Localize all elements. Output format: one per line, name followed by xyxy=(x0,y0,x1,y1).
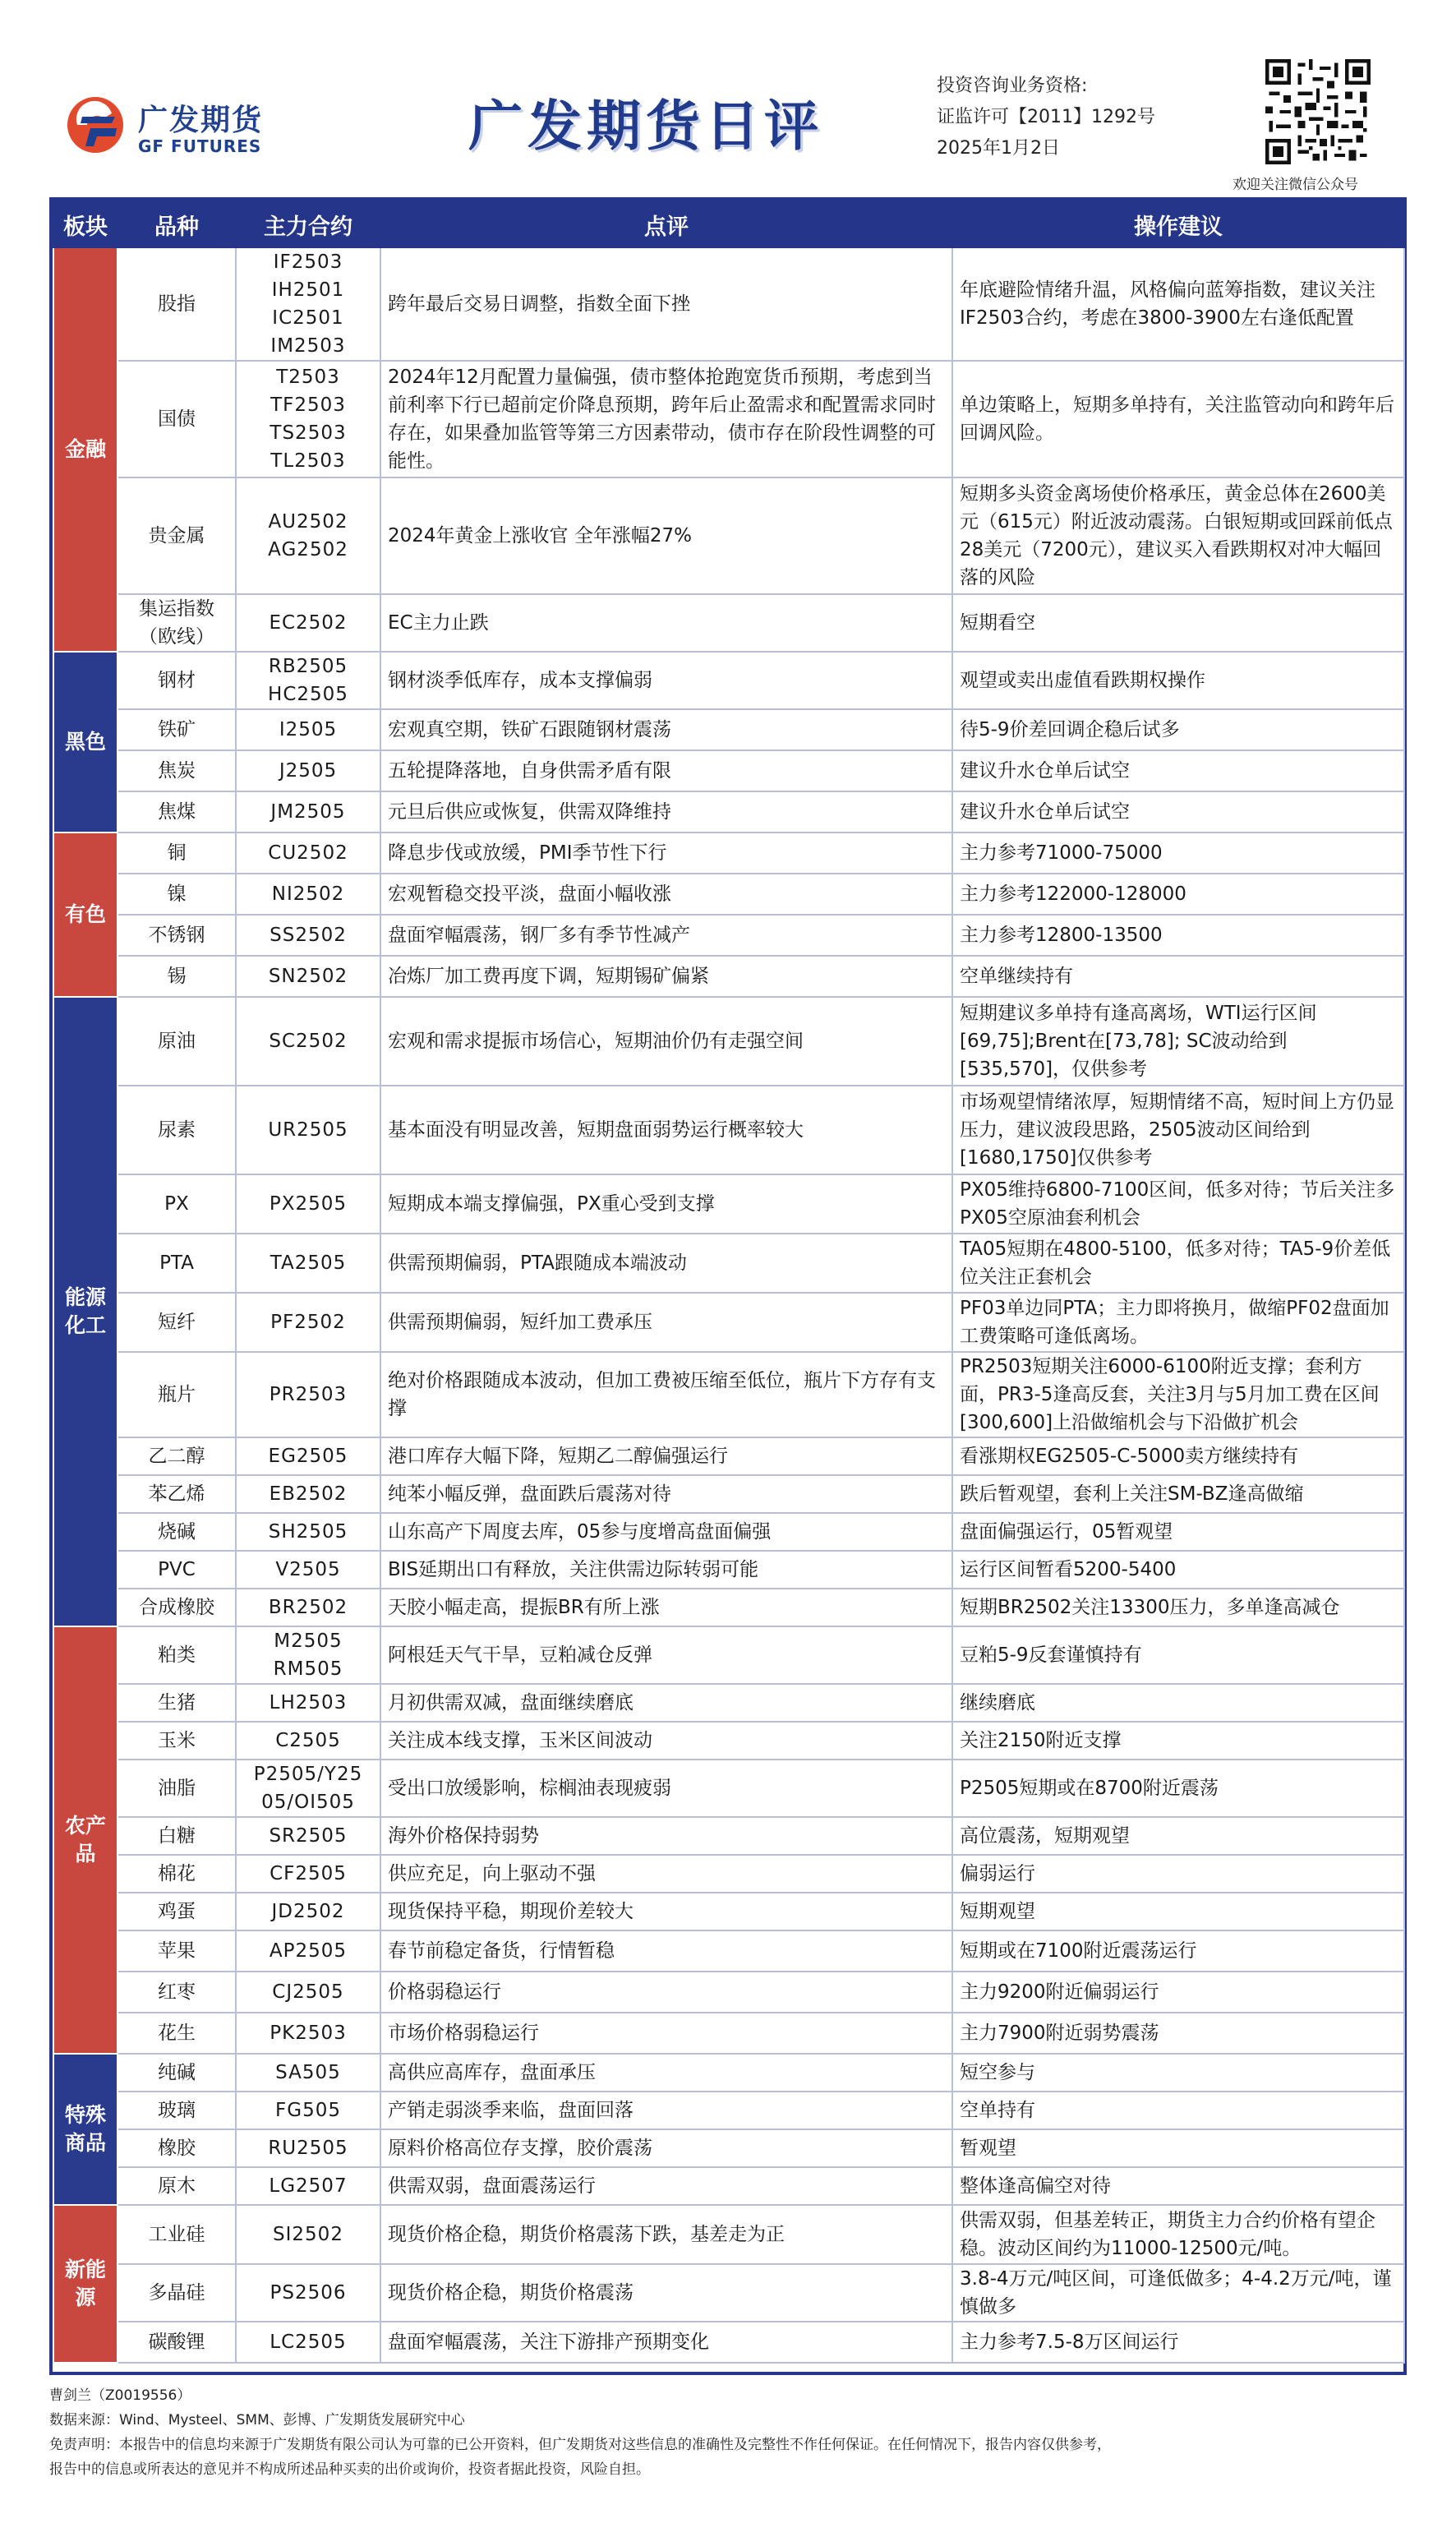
comment-cell: 供需预期偏弱，短纤加工费承压 xyxy=(380,1293,952,1352)
variety-cell: 短纤 xyxy=(117,1293,236,1352)
contract-cell xyxy=(236,750,380,791)
contract-code: V2505 xyxy=(275,1559,341,1580)
advice-cell: PF03单边同PTA；主力即将换月，做缩PF02盘面加工费策略可逢低离场。 xyxy=(952,1293,1404,1352)
advice-cell: 短空参与 xyxy=(952,2054,1404,2092)
variety-cell: 苯乙烯 xyxy=(117,1475,236,1513)
table-row xyxy=(53,1684,1404,1722)
comment-cell: 盘面窄幅震荡，钢厂多有季节性减产 xyxy=(380,915,952,956)
disclaimer-line-2: 报告中的信息或所表达的意见并不构成所述品种买卖的出价或询价，投资者据此投资，风险自担。 xyxy=(49,2461,650,2478)
contract-code: T2503 xyxy=(276,367,340,388)
contract-code: TF2503 xyxy=(270,394,346,416)
variety-cell: 白糖 xyxy=(117,1817,236,1855)
contract-code: IC2501 xyxy=(272,307,344,329)
variety-cell: 铜 xyxy=(117,833,236,874)
advice-cell: 短期多头资金离场使价格承压，黄金总体在2600美元（615元）附近波动震荡。白银短期或回踩前低点28美元（7200元），建议买入看跌期权对冲大幅回落的风险 xyxy=(952,477,1404,594)
table-row xyxy=(53,709,1404,750)
contract-code: SC2502 xyxy=(269,1031,348,1052)
table-row xyxy=(53,2264,1404,2322)
contract-code: LG2507 xyxy=(269,2175,348,2197)
table-row xyxy=(53,1930,1404,1972)
page-title: 广发期货日评 xyxy=(468,95,823,158)
contract-code: SA505 xyxy=(275,2062,341,2083)
comment-cell: 原料价格高位存支撑，胶价震荡 xyxy=(380,2129,952,2167)
contract-cell xyxy=(236,1855,380,1893)
table-row xyxy=(53,1086,1404,1174)
variety-cell: 碳酸锂 xyxy=(117,2322,236,2363)
advice-cell: 暂观望 xyxy=(952,2129,1404,2167)
advice-cell: 偏弱运行 xyxy=(952,1855,1404,1893)
advice-cell: 年底避险情绪升温，风格偏向蓝筹指数，建议关注IF2503合约，考虑在3800-3900左右逢低配置 xyxy=(952,247,1404,361)
company-logo xyxy=(66,92,312,166)
contract-cell xyxy=(236,1293,380,1352)
table-row xyxy=(53,1352,1404,1437)
contract-cell xyxy=(236,1930,380,1972)
advice-cell: 观望或卖出虚值看跌期权操作 xyxy=(952,652,1404,709)
contract-code: SN2502 xyxy=(268,966,348,987)
qualification-block xyxy=(937,71,1155,164)
comment-cell: 海外价格保持弱势 xyxy=(380,1817,952,1855)
advice-cell: 单边策略上，短期多单持有，关注监管动向和跨年后回调风险。 xyxy=(952,361,1404,477)
comment-cell: 降息步伐或放缓，PMI季节性下行 xyxy=(380,833,952,874)
table-row xyxy=(53,594,1404,652)
advice-cell: 整体逢高偏空对待 xyxy=(952,2167,1404,2205)
advice-cell: 主力参考12800-13500 xyxy=(952,915,1404,956)
contract-code: J2505 xyxy=(279,760,338,782)
contract-code: SH2505 xyxy=(268,1521,348,1543)
contract-cell xyxy=(236,833,380,874)
variety-cell: 原木 xyxy=(117,2167,236,2205)
comment-cell: 高供应高库存，盘面承压 xyxy=(380,2054,952,2092)
contract-code: EB2502 xyxy=(269,1483,348,1505)
advice-cell: TA05短期在4800-5100，低多对待；TA5-9价差低位关注正套机会 xyxy=(952,1234,1404,1293)
contract-code: SS2502 xyxy=(270,925,347,946)
contract-code: PK2503 xyxy=(270,2023,347,2044)
table-row xyxy=(53,791,1404,833)
advice-cell: P2505短期或在8700附近震荡 xyxy=(952,1760,1404,1817)
contract-code: PR2503 xyxy=(269,1384,348,1405)
advice-cell: 主力9200附近偏弱运行 xyxy=(952,1972,1404,2013)
contract-cell xyxy=(236,1722,380,1760)
contract-code: NI2502 xyxy=(271,883,345,905)
variety-cell: 生猪 xyxy=(117,1684,236,1722)
variety-cell: 铁矿 xyxy=(117,709,236,750)
contract-code: C2505 xyxy=(275,1730,341,1751)
contract-code: TS2503 xyxy=(270,422,347,444)
contract-code: TA2505 xyxy=(270,1252,347,1274)
col-header-sector: 板块 xyxy=(53,201,117,247)
comment-cell: 山东高产下周度去库，05参与度增高盘面偏强 xyxy=(380,1513,952,1551)
variety-cell: 花生 xyxy=(117,2013,236,2054)
table-row xyxy=(53,2092,1404,2129)
advice-cell: 主力参考71000-75000 xyxy=(952,833,1404,874)
comment-cell: 冶炼厂加工费再度下调，短期锡矿偏紧 xyxy=(380,956,952,997)
table-row xyxy=(53,1817,1404,1855)
comment-cell: BIS延期出口有释放，关注供需边际转弱可能 xyxy=(380,1551,952,1589)
contract-cell xyxy=(236,1626,380,1684)
variety-cell: 瓶片 xyxy=(117,1352,236,1437)
variety-cell: 红枣 xyxy=(117,1972,236,2013)
sector-label: 农产品 xyxy=(53,1626,117,2054)
table-row xyxy=(53,2013,1404,2054)
advice-cell: 豆粕5-9反套谨慎持有 xyxy=(952,1626,1404,1684)
sector-label: 能源化工 xyxy=(53,997,117,1626)
variety-cell: 焦煤 xyxy=(117,791,236,833)
comment-cell: 现货价格企稳，期货价格震荡 xyxy=(380,2264,952,2322)
advice-cell: 继续磨底 xyxy=(952,1684,1404,1722)
contract-cell xyxy=(236,1437,380,1475)
sector-label: 有色 xyxy=(53,833,117,997)
contract-code: SR2505 xyxy=(269,1825,348,1847)
comment-cell: 供需预期偏弱，PTA跟随成本端波动 xyxy=(380,1234,952,1293)
variety-cell: 乙二醇 xyxy=(117,1437,236,1475)
table-row xyxy=(53,477,1404,594)
contract-cell xyxy=(236,477,380,594)
variety-cell: 苹果 xyxy=(117,1930,236,1972)
contract-cell xyxy=(236,2092,380,2129)
variety-cell: 合成橡胶 xyxy=(117,1589,236,1626)
comment-cell: 产销走弱淡季来临，盘面回落 xyxy=(380,2092,952,2129)
comment-cell: EC主力止跌 xyxy=(380,594,952,652)
advice-cell: 运行区间暂看5200-5400 xyxy=(952,1551,1404,1589)
contract-code: IM2503 xyxy=(270,335,346,357)
variety-cell: 股指 xyxy=(117,247,236,361)
table-row xyxy=(53,833,1404,874)
license-line: 证监许可【2011】1292号 xyxy=(937,107,1155,127)
contract-cell xyxy=(236,1352,380,1437)
contract-cell xyxy=(236,2013,380,2054)
advice-cell: PX05维持6800-7100区间，低多对待；节后关注多PX05空原油套利机会 xyxy=(952,1174,1404,1234)
comment-cell: 市场价格弱稳运行 xyxy=(380,2013,952,2054)
contract-code: SI2502 xyxy=(273,2224,343,2245)
table-row xyxy=(53,1893,1404,1930)
comment-cell: 现货价格企稳，期货价格震荡下跌，基差走为正 xyxy=(380,2205,952,2264)
col-header-comment: 点评 xyxy=(380,201,952,247)
contract-code: HC2505 xyxy=(268,684,348,705)
advice-cell: 短期或在7100附近震荡运行 xyxy=(952,1930,1404,1972)
advice-cell: 高位震荡，短期观望 xyxy=(952,1817,1404,1855)
contract-cell xyxy=(236,594,380,652)
contract-cell xyxy=(236,2129,380,2167)
advice-cell: 3.8-4万元/吨区间，可逢低做多；4-4.2万元/吨，谨慎做多 xyxy=(952,2264,1404,2322)
variety-cell: 集运指数（欧线） xyxy=(117,594,236,652)
contract-cell xyxy=(236,1551,380,1589)
qr-code-icon xyxy=(1265,59,1371,164)
contract-cell xyxy=(236,1475,380,1513)
table-row xyxy=(53,2054,1404,2092)
comment-cell: 供应充足，向上驱动不强 xyxy=(380,1855,952,1893)
variety-cell: 橡胶 xyxy=(117,2129,236,2167)
contract-cell xyxy=(236,997,380,1086)
variety-cell: 玉米 xyxy=(117,1722,236,1760)
contract-code: RB2505 xyxy=(268,656,348,677)
contract-code: TL2503 xyxy=(270,450,346,472)
advice-cell: 盘面偏强运行，05暂观望 xyxy=(952,1513,1404,1551)
table-row xyxy=(53,1551,1404,1589)
table-row xyxy=(53,874,1404,915)
contract-code: PF2502 xyxy=(270,1312,346,1333)
contract-code: LC2505 xyxy=(270,2332,347,2353)
contract-cell xyxy=(236,1513,380,1551)
contract-cell xyxy=(236,791,380,833)
table-row xyxy=(53,1760,1404,1817)
comment-cell: 供需双弱，盘面震荡运行 xyxy=(380,2167,952,2205)
variety-cell: 玻璃 xyxy=(117,2092,236,2129)
contract-code: UR2505 xyxy=(268,1119,348,1141)
table-row xyxy=(53,1293,1404,1352)
table-row xyxy=(53,1589,1404,1626)
advice-cell: 关注2150附近支撑 xyxy=(952,1722,1404,1760)
variety-cell: 棉花 xyxy=(117,1855,236,1893)
contract-cell xyxy=(236,1817,380,1855)
comment-cell: 天胶小幅走高，提振BR有所上涨 xyxy=(380,1589,952,1626)
variety-cell: 油脂 xyxy=(117,1760,236,1817)
variety-cell: 不锈钢 xyxy=(117,915,236,956)
table-row xyxy=(53,1513,1404,1551)
contract-code: JD2502 xyxy=(271,1901,345,1922)
comment-cell: 2024年12月配置力量偏强，债市整体抢跑宽货币预期，考虑到当前利率下行已超前定价降息预期，跨年后止盈需求和配置需求同时存在，如果叠加监管等第三方因素带动，债市存在阶段性调整的可能性。 xyxy=(380,361,952,477)
table-row xyxy=(53,247,1404,361)
comment-cell: 盘面窄幅震荡，关注下游排产预期变化 xyxy=(380,2322,952,2363)
author-line: 曹剑兰（Z0019556） xyxy=(49,2387,191,2404)
sector-label: 新能源 xyxy=(53,2205,117,2363)
variety-cell: 原油 xyxy=(117,997,236,1086)
contract-cell xyxy=(236,1086,380,1174)
comment-cell: 宏观暂稳交投平淡，盘面小幅收涨 xyxy=(380,874,952,915)
contract-code: JM2505 xyxy=(270,801,346,823)
contract-code: 05/OI505 xyxy=(261,1792,355,1813)
col-header-advice: 操作建议 xyxy=(952,201,1404,247)
contract-code: AP2505 xyxy=(269,1940,348,1962)
variety-cell: 镍 xyxy=(117,874,236,915)
variety-cell: 多晶硅 xyxy=(117,2264,236,2322)
variety-cell: 国债 xyxy=(117,361,236,477)
table-body xyxy=(53,247,1404,2363)
variety-cell: 钢材 xyxy=(117,652,236,709)
contract-code: AU2502 xyxy=(268,511,348,533)
review-table xyxy=(53,201,1405,2364)
footer xyxy=(49,2383,1407,2482)
advice-cell: PR2503短期关注6000-6100附近支撑；套利方面，PR3-5逢高反套，关注3月与5月加工费在区间[300,600]上沿做缩机会与下沿做扩机会 xyxy=(952,1352,1404,1437)
comment-cell: 元旦后供应或恢复，供需双降维持 xyxy=(380,791,952,833)
variety-cell: 尿素 xyxy=(117,1086,236,1174)
contract-cell xyxy=(236,652,380,709)
advice-cell: 建议升水仓单后试空 xyxy=(952,791,1404,833)
date-line: 2025年1月2日 xyxy=(937,138,1060,159)
advice-cell: 市场观望情绪浓厚，短期情绪不高，短时间上方仍显压力，建议波段思路，2505波动区间给到[1680,1750]仅供参考 xyxy=(952,1086,1404,1174)
col-header-variety: 品种 xyxy=(117,201,236,247)
contract-cell xyxy=(236,956,380,997)
advice-cell: 空单继续持有 xyxy=(952,956,1404,997)
contract-cell xyxy=(236,2264,380,2322)
table-row xyxy=(53,2167,1404,2205)
contract-cell xyxy=(236,2205,380,2264)
contract-cell xyxy=(236,1589,380,1626)
contract-cell xyxy=(236,361,380,477)
variety-cell: PX xyxy=(117,1174,236,1234)
comment-cell: 跨年最后交易日调整，指数全面下挫 xyxy=(380,247,952,361)
logo-en-text: GF FUTURES xyxy=(138,136,262,156)
comment-cell: 阿根廷天气干旱，豆粕减仓反弹 xyxy=(380,1626,952,1684)
header xyxy=(0,0,1456,197)
table-row xyxy=(53,1437,1404,1475)
contract-code: EC2502 xyxy=(269,612,348,634)
table-row xyxy=(53,1174,1404,1234)
comment-cell: 短期成本端支撑偏强，PX重心受到支撑 xyxy=(380,1174,952,1234)
comment-cell: 春节前稳定备货，行情暂稳 xyxy=(380,1930,952,1972)
table-row xyxy=(53,1972,1404,2013)
sector-label: 金融 xyxy=(53,247,117,652)
table-row xyxy=(53,1234,1404,1293)
table-row xyxy=(53,2322,1404,2363)
comment-cell: 月初供需双减，盘面继续磨底 xyxy=(380,1684,952,1722)
contract-cell xyxy=(236,1174,380,1234)
comment-cell: 港口库存大幅下降，短期乙二醇偏强运行 xyxy=(380,1437,952,1475)
advice-cell: 空单持有 xyxy=(952,2092,1404,2129)
contract-cell xyxy=(236,2054,380,2092)
qualification-line: 投资咨询业务资格: xyxy=(937,76,1088,96)
contract-code: PX2505 xyxy=(269,1193,348,1215)
advice-cell: 供需双弱，但基差转正，期货主力合约价格有望企稳。波动区间约为11000-12500元/吨。 xyxy=(952,2205,1404,2264)
contract-code: M2505 xyxy=(274,1630,343,1652)
contract-code: EG2505 xyxy=(268,1446,348,1467)
contract-cell xyxy=(236,1684,380,1722)
comment-cell: 受出口放缓影响，棕榈油表现疲弱 xyxy=(380,1760,952,1817)
col-header-contract: 主力合约 xyxy=(236,201,380,247)
table-row xyxy=(53,1626,1404,1684)
advice-cell: 跌后暂观望，套利上关注SM-BZ逢高做缩 xyxy=(952,1475,1404,1513)
contract-code: CU2502 xyxy=(268,842,348,864)
contract-cell xyxy=(236,874,380,915)
variety-cell: 贵金属 xyxy=(117,477,236,594)
contract-code: RM505 xyxy=(273,1658,343,1680)
advice-cell: 短期BR2502关注13300压力，多单逢高减仓 xyxy=(952,1589,1404,1626)
table-row xyxy=(53,361,1404,477)
comment-cell: 纯苯小幅反弹，盘面跌后震荡对待 xyxy=(380,1475,952,1513)
variety-cell: PTA xyxy=(117,1234,236,1293)
table-row xyxy=(53,1855,1404,1893)
comment-cell: 基本面没有明显改善，短期盘面弱势运行概率较大 xyxy=(380,1086,952,1174)
table-row xyxy=(53,1722,1404,1760)
disclaimer-line-1: 免责声明：本报告中的信息均来源于广发期货有限公司认为可靠的已公开资料，但广发期货对这些信息的准确性及完整性不作任何保证。在任何情况下，报告内容仅供参考， xyxy=(49,2437,1111,2453)
variety-cell: 烧碱 xyxy=(117,1513,236,1551)
sector-label: 特殊商品 xyxy=(53,2054,117,2205)
contract-code: CJ2505 xyxy=(272,1981,344,2003)
contract-cell xyxy=(236,709,380,750)
comment-cell: 宏观和需求提振市场信心，短期油价仍有走强空间 xyxy=(380,997,952,1086)
advice-cell: 短期观望 xyxy=(952,1893,1404,1930)
gf-logo-icon xyxy=(66,92,130,158)
comment-cell: 五轮提降落地，自身供需矛盾有限 xyxy=(380,750,952,791)
contract-cell xyxy=(236,1972,380,2013)
table-row xyxy=(53,956,1404,997)
comment-cell: 绝对价格跟随成本波动，但加工费被压缩至低位，瓶片下方存有支撑 xyxy=(380,1352,952,1437)
qr-caption: 欢迎关注微信公众号 xyxy=(1233,177,1358,193)
contract-cell xyxy=(236,1234,380,1293)
contract-code: IF2503 xyxy=(273,251,343,273)
advice-cell: 主力参考7.5-8万区间运行 xyxy=(952,2322,1404,2363)
contract-cell xyxy=(236,915,380,956)
daily-review-table xyxy=(49,197,1407,2375)
variety-cell: 粕类 xyxy=(117,1626,236,1684)
variety-cell: PVC xyxy=(117,1551,236,1589)
variety-cell: 焦炭 xyxy=(117,750,236,791)
contract-code: P2505/Y25 xyxy=(253,1764,363,1785)
contract-cell xyxy=(236,1760,380,1817)
table-header-row xyxy=(53,201,1404,247)
contract-code: LH2503 xyxy=(269,1692,348,1713)
logo-cn-text: 广发期货 xyxy=(138,104,264,137)
contract-cell xyxy=(236,2322,380,2363)
advice-cell: 短期看空 xyxy=(952,594,1404,652)
sector-label: 黑色 xyxy=(53,652,117,833)
contract-code: BR2502 xyxy=(268,1597,348,1618)
comment-cell: 宏观真空期，铁矿石跟随钢材震荡 xyxy=(380,709,952,750)
comment-cell: 关注成本线支撑，玉米区间波动 xyxy=(380,1722,952,1760)
contract-code: CF2505 xyxy=(270,1863,347,1884)
table-row xyxy=(53,2205,1404,2264)
table-row xyxy=(53,652,1404,709)
data-source-line: 数据来源：Wind、Mysteel、SMM、彭博、广发期货发展研究中心 xyxy=(49,2412,465,2428)
contract-cell xyxy=(236,2167,380,2205)
advice-cell: 看涨期权EG2505-C-5000卖方继续持有 xyxy=(952,1437,1404,1475)
variety-cell: 锡 xyxy=(117,956,236,997)
contract-code: RU2505 xyxy=(268,2138,348,2159)
contract-code: AG2502 xyxy=(268,539,348,560)
advice-cell: 待5-9价差回调企稳后试多 xyxy=(952,709,1404,750)
comment-cell: 价格弱稳运行 xyxy=(380,1972,952,2013)
comment-cell: 2024年黄金上涨收官 全年涨幅27% xyxy=(380,477,952,594)
advice-cell: 主力参考122000-128000 xyxy=(952,874,1404,915)
contract-code: FG505 xyxy=(275,2100,341,2121)
comment-cell: 现货保持平稳，期现价差较大 xyxy=(380,1893,952,1930)
table-row xyxy=(53,2129,1404,2167)
advice-cell: 短期建议多单持有逢高离场，WTI运行区间[69,75];Brent在[73,78]; SC波动给到[535,570]，仅供参考 xyxy=(952,997,1404,1086)
advice-cell: 建议升水仓单后试空 xyxy=(952,750,1404,791)
contract-cell xyxy=(236,247,380,361)
advice-cell: 主力7900附近弱势震荡 xyxy=(952,2013,1404,2054)
variety-cell: 工业硅 xyxy=(117,2205,236,2264)
table-row xyxy=(53,997,1404,1086)
contract-cell xyxy=(236,1893,380,1930)
table-row xyxy=(53,915,1404,956)
contract-code: IH2501 xyxy=(271,279,345,301)
variety-cell: 纯碱 xyxy=(117,2054,236,2092)
contract-code: PS2506 xyxy=(270,2282,347,2304)
table-row xyxy=(53,750,1404,791)
comment-cell: 钢材淡季低库存，成本支撑偏弱 xyxy=(380,652,952,709)
variety-cell: 鸡蛋 xyxy=(117,1893,236,1930)
contract-code: I2505 xyxy=(279,719,338,740)
table-row xyxy=(53,1475,1404,1513)
